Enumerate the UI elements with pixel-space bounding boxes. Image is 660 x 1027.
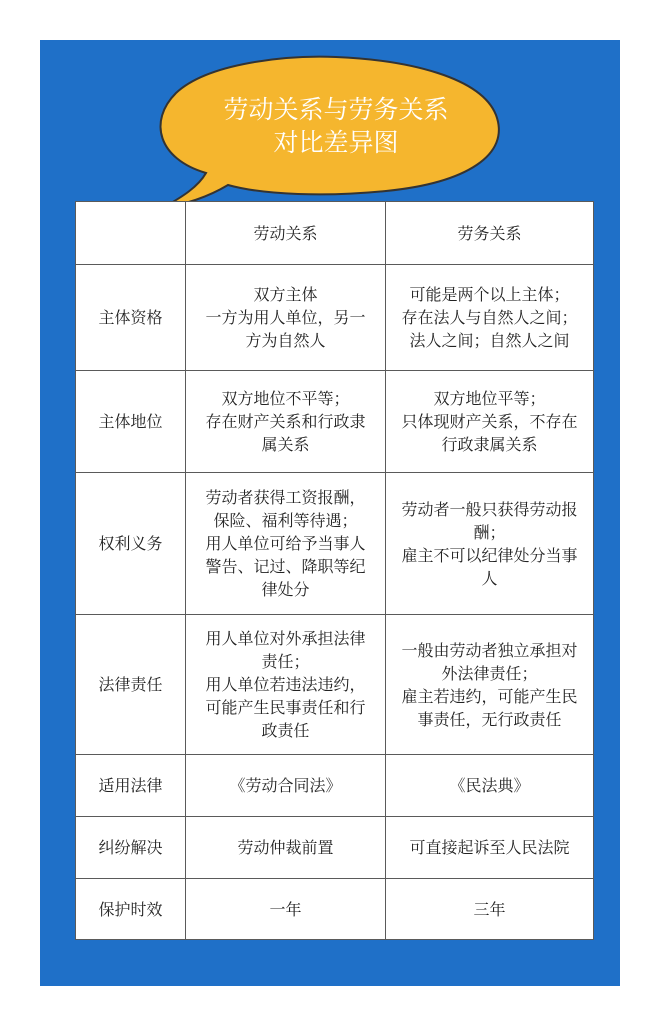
title-speech-bubble (146, 55, 511, 210)
service-cell: 可直接起诉至人民法院 (386, 817, 594, 879)
table-row (76, 371, 594, 473)
cell-line: 方为自然人 (245, 331, 326, 350)
cell-line: 只体现财产关系，不存在 (401, 412, 578, 431)
cell-line: 双方地位平等； (433, 389, 546, 408)
labor-cell (186, 615, 386, 755)
cell-line: 雇主若违约，可能产生民 (401, 686, 578, 706)
table-row (76, 615, 594, 755)
row-label: 保护时效 (76, 879, 186, 940)
cell-line: 事责任，无行政责任 (417, 709, 562, 729)
cell-line: 人 (481, 568, 498, 588)
header-service-relation: 劳务关系 (386, 202, 594, 265)
cell-line: 一般由劳动者独立承担对 (401, 640, 578, 660)
table-row (76, 879, 594, 940)
table-row (76, 265, 594, 371)
poster-background (40, 40, 620, 986)
cell-line: 外法律责任； (441, 663, 538, 683)
cell-line: 保险、福利等待遇； (213, 511, 358, 530)
title-line-1: 劳动关系与劳务关系 (223, 95, 449, 124)
cell-line: 法人之间；自然人之间 (409, 331, 570, 350)
service-cell (386, 615, 594, 755)
page-title (186, 93, 486, 159)
table-row (76, 755, 594, 817)
labor-cell: 一年 (186, 879, 386, 940)
cell-line: 可能产生民事责任和行 (205, 698, 366, 717)
service-cell (386, 473, 594, 615)
cell-line: 政责任 (261, 721, 310, 740)
cell-line: 存在法人与自然人之间； (401, 308, 578, 327)
cell-line: 律处分 (261, 580, 310, 599)
service-cell (386, 371, 594, 473)
cell-line: 雇主不可以纪律处分当事 (401, 545, 578, 565)
row-label: 纠纷解决 (76, 817, 186, 879)
comparison-table (75, 201, 594, 940)
header-empty-cell (76, 202, 186, 265)
cell-line: 酬； (473, 522, 506, 542)
cell-line: 属关系 (261, 435, 310, 454)
table-row (76, 473, 594, 615)
labor-cell (186, 265, 386, 371)
cell-line: 用人单位可给予当事人 (205, 534, 366, 553)
comparison-table-container (75, 201, 593, 939)
cell-line: 劳动者一般只获得劳动报 (401, 499, 578, 519)
cell-line: 行政隶属关系 (441, 435, 538, 454)
labor-cell (186, 371, 386, 473)
cell-line: 责任； (261, 652, 310, 671)
cell-line: 双方地位不平等； (221, 389, 350, 408)
row-label: 主体资格 (76, 265, 186, 371)
header-labor-relation: 劳动关系 (186, 202, 386, 265)
labor-cell (186, 473, 386, 615)
table-row (76, 817, 594, 879)
cell-line: 劳动者获得工资报酬， (205, 488, 366, 507)
cell-line: 用人单位对外承担法律 (205, 629, 366, 648)
row-label: 适用法律 (76, 755, 186, 817)
labor-cell: 《劳动合同法》 (186, 755, 386, 817)
cell-line: 双方主体 (253, 285, 318, 304)
table-header-row (76, 202, 594, 265)
labor-cell: 劳动仲裁前置 (186, 817, 386, 879)
row-label: 主体地位 (76, 371, 186, 473)
cell-line: 存在财产关系和行政隶 (205, 412, 366, 431)
cell-line: 可能是两个以上主体； (409, 285, 570, 304)
title-line-2: 对比差异图 (273, 128, 399, 157)
service-cell: 三年 (386, 879, 594, 940)
service-cell (386, 265, 594, 371)
cell-line: 警告、记过、降职等纪 (205, 557, 366, 576)
cell-line: 用人单位若违法违约， (205, 675, 366, 694)
row-label: 权利义务 (76, 473, 186, 615)
cell-line: 一方为用人单位，另一 (205, 308, 366, 327)
row-label: 法律责任 (76, 615, 186, 755)
service-cell: 《民法典》 (386, 755, 594, 817)
